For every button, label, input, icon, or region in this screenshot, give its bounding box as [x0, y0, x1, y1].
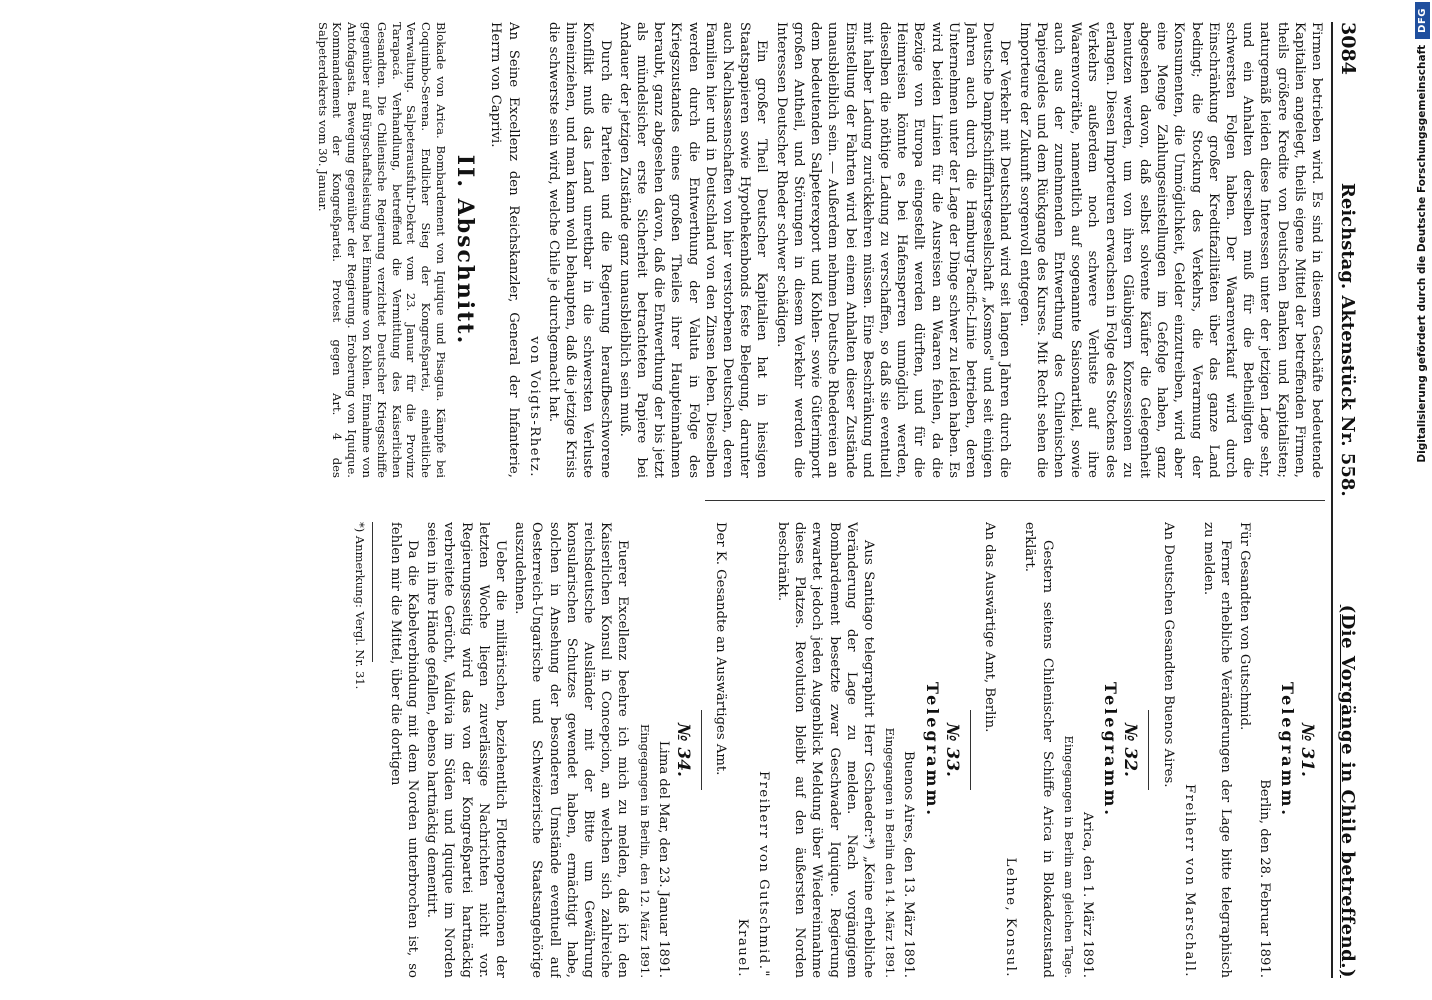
doc-32-received: Eingegangen in Berlin am gleichen Tage.: [1061, 735, 1076, 978]
right-column: [5, 522, 1325, 978]
doc-31-number: № 31.: [1297, 723, 1317, 777]
doc-31-body: Ferner erhebliche Veränderungen der Lage bitte telegraphisch zu melden.: [1200, 522, 1234, 978]
header-left-title: Reichstag. Aktenstück Nr. 558.: [1337, 182, 1359, 497]
doc-33-signature-a: Freiherr von Gutschmid.": [755, 770, 771, 978]
doc-34-paragraph-2: Ueber die militärischen, beziehentlich Flottenoperationen der letzten Woche liegen zuverlässige Nachrichten nicht vor. Regierungsseitig wird das von der Kongreßpartei hartnäckig verbreitete Gerücht, Valdivia im Süden und Iquique im Norden seien in ihre Hände gefallen, ebenso hartnäckig dementirt.: [424, 522, 509, 978]
left-paragraph-3: Ein großer Theil Deutscher Kapitalien hat in hiesigen Staatspapieren sowie Hypothekenbonds feste Belegung, darunter auch Nachlassenschaften von hier verstorbenen Deutschen, deren Familien hier und in Deutschland von den Zinsen leben. Dieselben werden durch die Entwerthung der Valuta in Folge des Kriegszustandes eines großen Theiles ihrer Haupteinnahmen beraubt, ganz abgesehen davon, daß die Entwerthung der bis jetzt als mündelsicher erste Sicherheit betrachteten Papiere bei Andauer der jetzigen Zustände ganz unausbleiblich sein muß.: [616, 22, 770, 478]
doc-33-signature-b: Krauel.: [734, 918, 750, 978]
doc-34-number: № 34.: [673, 723, 694, 777]
doc-33-body: Aus Santiago telegraphirt Herr Gschaeder:*) „Keine erhebliche Veränderung der Lage zu melden. Nach vorgängigem Bombardement besetzte zwar Geschwader Iquique. Regierung erwartet jedoch jeden Augenblick Meldung über Wiedereinnahme dieses Platzes. Revolution bleibt auf den äußersten Norden beschränkt.: [774, 522, 876, 978]
doc-32-signature: Lehne, Konsul.: [1003, 857, 1019, 978]
doc-34-received: Eingegangen in Berlin, den 12. März 1891.: [637, 723, 652, 978]
doc-32-body: Gestern seitens Chilenischer Schiffe Arica in Blokadezustand erklärt.: [1022, 522, 1055, 978]
doc-33-received: Eingegangen in Berlin den 14. März 1891.: [883, 727, 898, 978]
section-title: II. Abschnitt.: [452, 154, 479, 346]
section-summary: Blokade von Arica. Bombardement von Iquique und Pisagua. Kämpfe bei Coquimbo-Serena. Endlicher Sieg der Kongreßpartei, einheitliche Verwaltung. Salpeterausfuhr-Dekret vom 23. Januar für die Provinz Tarapacá. Verhandlung, betreffend die Vermittlung des Kaiserlichen Gesandten. Die Chilenische Regierung verzichtet Deutscher Kriegsschiffe gegenüber auf Bürgschaftsleistung bei Einnahme von Kohlen. Einnahme von Antofagasta. Bewegung gegenüber der Regierung. Eroberung von Iquique. Kommandement der Kongreßpartei. Protest gegen Art. 4 des Salpeterdekrets vom 30. Januar.: [315, 22, 449, 478]
left-paragraph-1: Firmen betrieben wird. Es sind in diesem Geschäfte bedeutende Kapitalien angelegt, theils eigene Mittel der betreffenden Firmen, theils größere Kredite von Deutschen Banken und Kapitalisten; naturgemäß leiden diese Interessen unter der jetzigen Lage sehr, und ein Anhalten derselben muß für die Betheiligten die schwersten Folgen haben. Der Waarenverkauf wird durch Einschränkung großer Kreditfazilitäten über das ganze Land bedingt; die Stockung des Verkehrs, die Verarmung der Konsumenten, die Unmöglichkeit, Gelder einzutreiben, wird aber eine Menge Zahlungseinstellungen im Gefolge haben, ganz abgesehen davon, daß selbst solvente Käufer die Gelegenheit benutzen werden, um von ihren Gläubigern Konzessionen zu erlangen. Diesen Importeuren erwachsen in Folge des Stockens des Verkehrs außerdem noch schwere Verluste auf ihre Waarenvorräthe, namentlich auf sogenannte Saisonartikel, sowie auch aus der zunehmenden Entwerthung des Chilenischen Papiergeldes und dem Rückgange des Kurses. Mit Recht sehen die Importeure der Zukunft sorgenvoll entgegen.: [1016, 22, 1324, 478]
footnote-rule: [372, 522, 373, 662]
column-divider: [705, 500, 1325, 501]
dfg-logo: DFG: [1415, 2, 1430, 39]
doc-31-type: Telegramm.: [1277, 682, 1297, 818]
left-signature: von Voigts-Rhetz.: [526, 336, 542, 478]
doc-33-type: Telegramm.: [922, 682, 942, 818]
left-addressee: An Seine Excellenz den Reichskanzler, General der Infanterie, Herrn von Caprivi.: [488, 22, 521, 478]
funding-strip: [1412, 0, 1432, 1000]
separator: [701, 710, 702, 790]
doc-31-addressee: Für Gesandten von Gutschmid.: [1237, 522, 1253, 731]
doc-34-paragraph-1: Euerer Excellenz beehre ich mich zu melden, daß ich den Kaiserlichen Konsul in Concepcion, an welchen sich zahlreiche reichsdeutsche Ausländer mit der Bitte um Gewährung konsularischen Schutzes gewendet haben, ermächtigt habe, solchen in Ansehung der besonderen Umstände eventuell auf Oesterreich-Ungarische und Schweizerische Staatsangehörige auszudehnen.: [512, 522, 631, 978]
doc-32-number: № 32.: [1120, 723, 1141, 777]
doc-32-closing: An das Auswärtige Amt, Berlin.: [981, 522, 997, 733]
separator: [1148, 710, 1149, 790]
doc-31-signature: Freiherr von Marschall.: [1181, 784, 1197, 978]
page-header: [1331, 22, 1363, 978]
doc-32-dateline: Arica, den 1. März 1891.: [1079, 812, 1095, 978]
left-column: [5, 22, 1325, 478]
left-paragraph-4: Durch die Parteien und die Regierung heraufbeschworene Konflikt muß das Land unrettbar in die schwersten Verluste hineinziehen, und man kann wohl behaupten, daß die jetzige Krisis die schwerste sein wird, welche Chile je durchgemacht hat.: [546, 22, 613, 478]
header-right-title: (Die Vorgänge in Chile betreffend.): [1337, 604, 1359, 978]
doc-33-dateline: Buenos Aires, den 13. März 1891.: [901, 750, 917, 978]
doc-32-type: Telegramm.: [1101, 682, 1121, 818]
doc-31-dateline: Berlin, den 28. Februar 1891.: [1256, 779, 1272, 978]
doc-31-closing: An Deutschen Gesandten Buenos Aires.: [1160, 522, 1176, 788]
doc-33-number: № 33.: [941, 723, 962, 777]
separator: [970, 710, 971, 790]
left-paragraph-2: Der Verkehr mit Deutschland wird seit langen Jahren durch die Deutsche Dampfschifffahrtsgesellschaft „Kosmos" und seit einigen Jahren auch durch die Hamburg-Pacific-Linie betrieben, deren Unternehmen unter der Lage der Dinge schwer zu leiden haben. Es wird beiden Linien für die Ausreisen an Waaren fehlen, da die Bezüge von Europa eingestellt werden dürften, und für die Heimreisen könnte es bei Hafensperren unmöglich werden, dieselben die nöthige Ladung zu verschaffen, so daß sie eventuell mit halber Ladung zurückkehren müssen. Eine Beschränkung und Einstellung der Fahrten wird bei einem Anhalten dieser Zustände unausbleiblich sein. — Außerdem nehmen Deutsche Rhedereien an dem bedeutenden Salpeterexport und Kohlen- sowie Güterimport großen Antheil, und Störungen in diesem Verkehr werden die Interessen Deutscher Rheder schwer schädigen.: [773, 22, 1013, 478]
doc-33-closing: Der K. Gesandte an Auswärtiges Amt.: [713, 522, 729, 776]
doc-34-paragraph-3: Da die Kabelverbindung mit dem Norden unterbrochen ist, so fehlen mir die Mittel, über die dortigen: [387, 522, 421, 978]
funding-strip-inner: [1412, 0, 1432, 1000]
page-number: 3084: [1337, 22, 1359, 75]
funding-text: Digitalisierung gefördert durch die Deutsche Forschungsgemeinschaft: [1416, 44, 1428, 463]
doc-34-dateline: Lima del Mar, den 23. Januar 1891.: [655, 740, 671, 978]
footnote: *) Anmerkung: Vergl. Nr. 31.: [352, 522, 367, 690]
